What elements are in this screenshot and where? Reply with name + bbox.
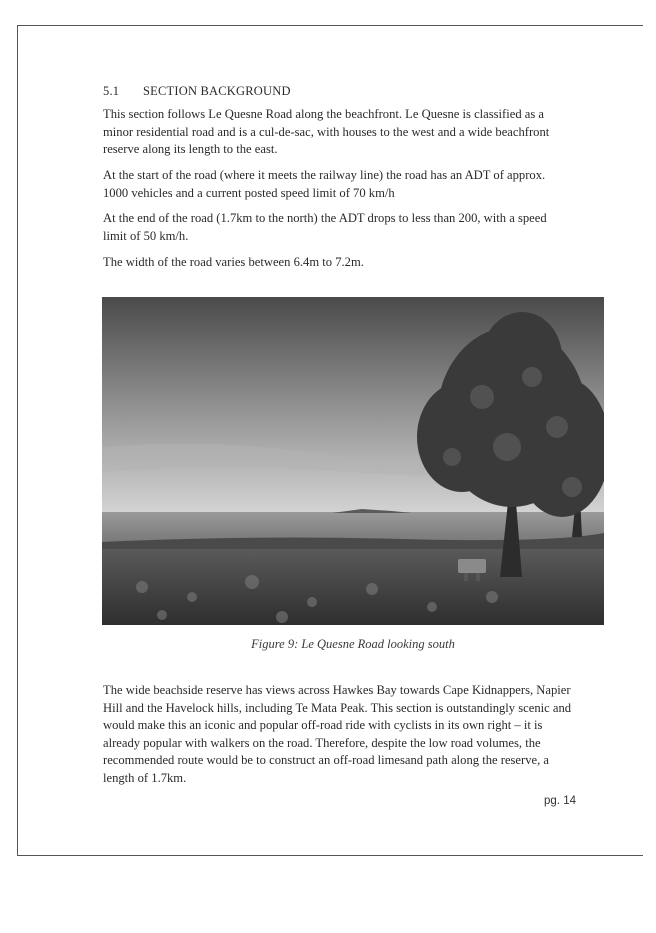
page-border-bottom — [17, 855, 643, 856]
beach-reserve-photo — [102, 297, 604, 625]
section-heading — [103, 84, 291, 99]
section-number: 5.1 — [103, 84, 120, 98]
figure-caption: Figure 9: Le Quesne Road looking south — [251, 637, 455, 651]
page-border-top — [17, 25, 643, 26]
paragraph-road-end: At the end of the road (1.7km to the north) the ADT drops to less than 200, with a speed limit of 50 km/h. — [103, 211, 547, 243]
paragraph-road-width: The width of the road varies between 6.4m to 7.2m. — [103, 255, 364, 269]
page-number: pg. 14 — [544, 795, 576, 807]
page-border-left — [17, 25, 18, 855]
paragraph-road-start: At the start of the road (where it meets the railway line) the road has an ADT of approx. 1000 vehicles and a current posted speed limit of 70 km/h — [103, 168, 546, 200]
section-title: SECTION BACKGROUND — [143, 84, 291, 98]
paragraph-road-description: This section follows Le Quesne Road along the beachfront. Le Quesne is classified as a minor residential road and is a cul-de-sac, with houses to the west and a wide beachfront reserve along its length to the east. — [103, 107, 550, 156]
paragraph-reserve-route: The wide beachside reserve has views across Hawkes Bay towards Cape Kidnappers, Napier Hill and the Havelock hills, including Te Mata Peak. This section is outstandingly scenic and would make this an iconic and popular off-road ride with cyclists in its own right – it is already popular with walkers on the road. Therefore, despite the low road volumes, the recommended route would be to construct an off-road limesand path along the reserve, a length of 1.7km. — [103, 683, 572, 785]
